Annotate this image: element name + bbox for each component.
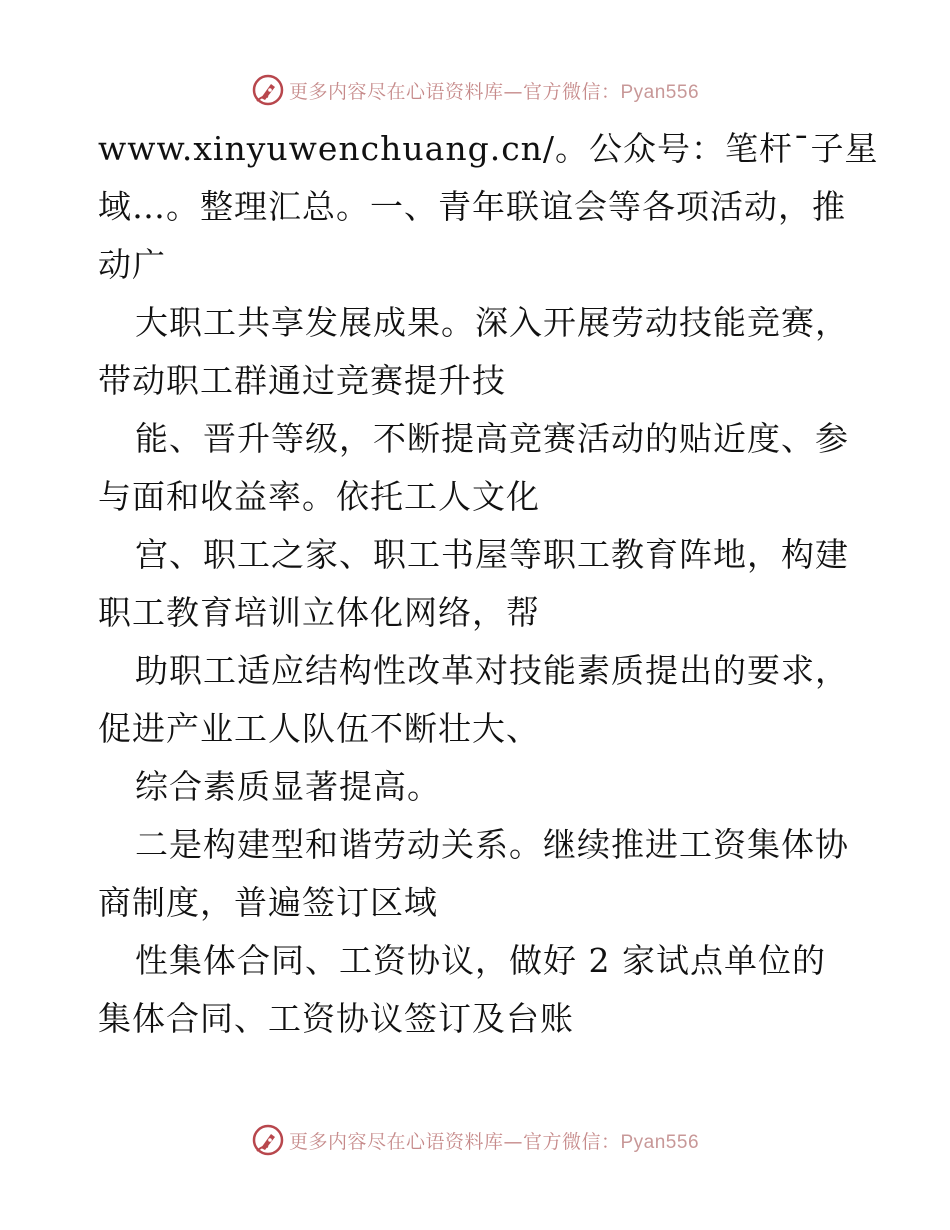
body-line: 二是构建型和谐劳动关系。继续推进工资集体协 <box>135 825 849 864</box>
body-line: 动广 <box>98 245 166 284</box>
body-line: 宫、职工之家、职工书屋等职工教育阵地，构建 <box>135 535 849 574</box>
body-line: 助职工适应结构性改革对技能素质提出的要求， <box>135 651 849 690</box>
footer-watermark-text: 更多内容尽在心语资料库—官方微信：Pyan556 <box>288 1130 700 1153</box>
body-line: 域…。整理汇总。一、青年联谊会等各项活动，推 <box>98 187 846 226</box>
header-watermark <box>0 70 950 110</box>
body-line: 商制度，普遍签订区域 <box>98 883 438 922</box>
header-wechat-id: Pyan556 <box>620 81 700 103</box>
body-line: 与面和收益率。依托工人文化 <box>98 477 540 516</box>
footer-wechat-id: Pyan556 <box>620 1131 700 1153</box>
pen-nib-seal-icon <box>251 1123 285 1157</box>
body-line: 带动职工群通过竞赛提升技 <box>98 361 506 400</box>
body-line: 综合素质显著提高。 <box>135 767 441 806</box>
body-line: 集体合同、工资协议签订及台账 <box>98 999 574 1038</box>
body-line: 大职工共享发展成果。深入开展劳动技能竞赛， <box>135 303 849 342</box>
body-line: 能、晋升等级，不断提高竞赛活动的贴近度、参 <box>135 419 849 458</box>
pen-nib-seal-icon <box>251 73 285 107</box>
body-line: 促进产业工人队伍不断壮大、 <box>98 709 540 748</box>
document-body <box>98 120 879 1048</box>
header-watermark-text: 更多内容尽在心语资料库—官方微信：Pyan556 <box>288 80 700 103</box>
footer-watermark <box>0 1120 950 1160</box>
body-line: www.xinyuwenchuang.cn/。公众号：笔杆¯子星 <box>98 129 879 168</box>
body-line: 性集体合同、工资协议，做好 2 家试点单位的 <box>135 941 826 980</box>
body-line: 职工教育培训立体化网络，帮 <box>98 593 540 632</box>
